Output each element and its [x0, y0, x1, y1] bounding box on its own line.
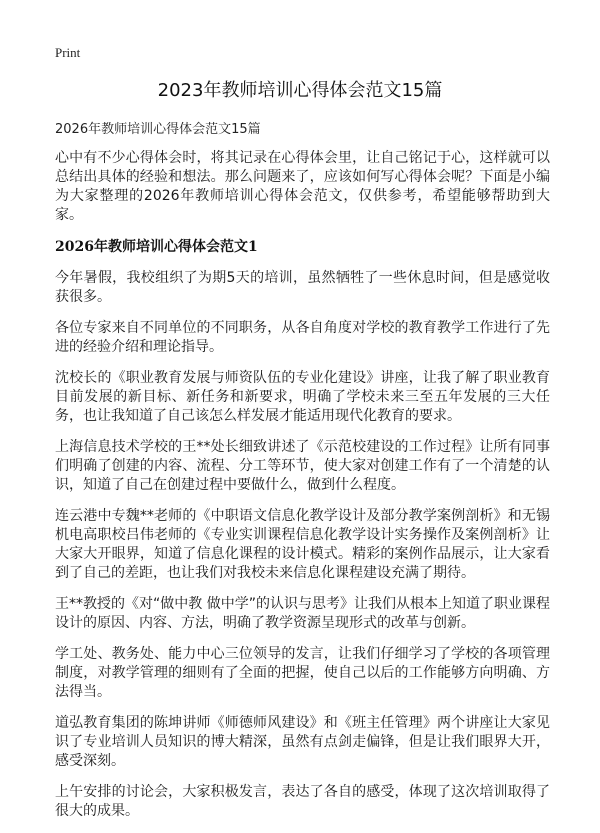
body-paragraph: 学工处、教务处、能力中心三位领导的发言，让我们仔细学习了学校的各项管理制度，对教学管理的细则有了全面的把握，使自己以后的工作能够方向明确、方法得当。: [55, 646, 550, 700]
section-heading: 2026年教师培训心得体会范文1: [55, 239, 258, 255]
body-paragraph: 上海信息技术学校的王**处长细致讲述了《示范校建设的工作过程》让所有同事们明确了创建的内容、流程、分工等环节，使大家对创建工作有了一个清楚的认识，知道了自己在创建过程中要做什么，做到什么程度。: [55, 439, 550, 493]
body-paragraph: 沈校长的《职业教育发展与师资队伍的专业化建设》讲座，让我了解了职业教育目前发展的新目标、新任务和新要求，明确了学校未来三至五年发展的三大任务，也让我知道了自己该怎么样发展才能适用现代化教育的要求。: [55, 370, 550, 424]
body-paragraph: 各位专家来自不同单位的不同职务，从各自角度对学校的教育教学工作进行了先进的经验介绍和理论指导。: [55, 320, 550, 355]
body-paragraph: 连云港中专魏**老师的《中职语文信息化教学设计及部分教学案例剖析》和无锡机电高职校吕伟老师的《专业实训课程信息化教学设计实务操作及案例剖析》让大家大开眼界，知道了信息化课程的设计模式。精彩的案例作品展示，让大家看到了自己的差距，也让我们对我校未来信息化课程建设充满了期待。: [55, 508, 550, 581]
body-paragraph: 今年暑假，我校组织了为期5天的培训，虽然牺牲了一些休息时间，但是感觉收获很多。: [55, 270, 550, 305]
document-title: 2023年教师培训心得体会范文15篇: [157, 80, 443, 101]
body-paragraph: 道弘教育集团的陈坤讲师《师德师风建设》和《班主任管理》两个讲座让大家见识了专业培训人员知识的博大精深，虽然有点剑走偏锋，但是让我们眼界大开，感受深刻。: [55, 715, 550, 769]
body-paragraph: 王**教授的《对“做中教 做中学”的认识与思考》让我们从根本上知道了职业课程设计的原因、内容、方法，明确了教学资源呈现形式的改革与创新。: [55, 596, 550, 631]
article-body: [55, 149, 550, 833]
document-subtitle: 2026年教师培训心得体会范文15篇: [55, 122, 261, 137]
print-link[interactable]: Print: [55, 45, 81, 60]
body-paragraph: 上午安排的讨论会，大家积极发言，表达了各自的感受，体现了这次培训取得了很大的成果。: [55, 784, 550, 819]
intro-paragraph: 心中有不少心得体会时，将其记录在心得体会里，让自己铭记于心，这样就可以总结出具体的经验和想法。那么问题来了，应该如何写心得体会呢？下面是小编为大家整理的2026年教师培训心得体会范文，仅供参考，希望能够帮助到大家。: [55, 150, 550, 223]
